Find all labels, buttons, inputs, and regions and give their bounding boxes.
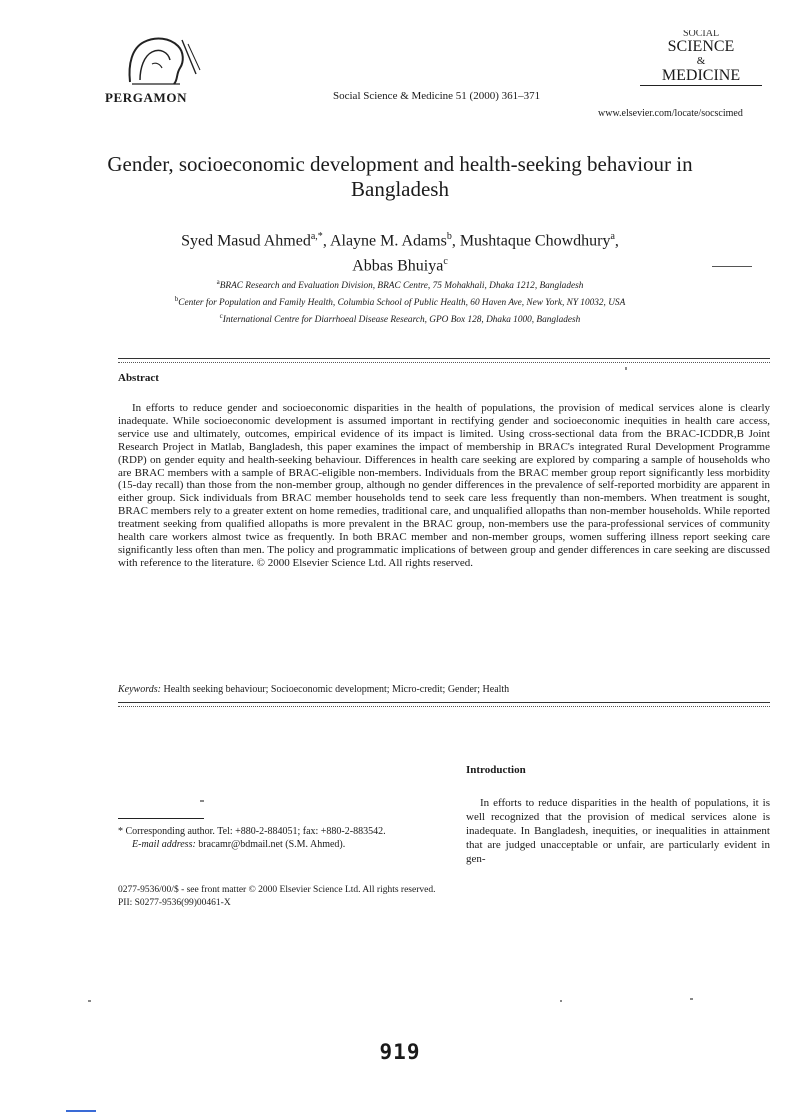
author-list: Syed Masud Ahmed$^{a,*}$, Alayne M. Adams$^b$, Mushtaque Chowdhury$^a$, Abbas Bhuiya$^c$ (181, 231, 619, 275)
affiliation-mark: c (219, 312, 223, 321)
affiliation (60, 276, 740, 293)
author-marks: a,* (310, 231, 323, 242)
copyright-line: 0277-9536/00/$ - see front matter © 2000 Elsevier Science Ltd. All rights reserved. (118, 885, 436, 895)
footnote-rule (118, 818, 204, 819)
author-marks: b (446, 231, 452, 242)
email-note (118, 839, 448, 852)
journal-masthead-line1: SCIENCE (667, 38, 735, 55)
journal-url: www.elsevier.com/locate/socscimed (598, 108, 743, 119)
affiliation-mark: b (174, 295, 179, 304)
journal-masthead-line2: MEDICINE (661, 67, 741, 84)
article-title: Gender, socioeconomic development and health-seeking behaviour in Bangladesh (107, 152, 693, 201)
keywords-label: Keywords: (118, 684, 161, 695)
affiliation-text: International Centre for Diarrhoeal Disease Research, GPO Box 128, Dhaka 1000, Bangladesh (222, 315, 581, 326)
keywords-list: Health seeking behaviour; Socioeconomic development; Micro-credit; Gender; Health (163, 684, 510, 695)
author-name: Mushtaque Chowdhury (459, 232, 611, 250)
keywords (118, 684, 770, 695)
email-address: bracamr@bdmail.net (S.M. Ahmed). (198, 838, 346, 850)
author-name: Alayne M. Adams (329, 232, 447, 250)
affiliation-text: BRAC Research and Evaluation Division, BRAC Centre, 75 Mohakhali, Dhaka 1212, Bangladesh (219, 281, 584, 292)
abstract-bottom-rule-secondary (118, 706, 770, 707)
author-name: Abbas Bhuiya (352, 257, 444, 275)
abstract-body (118, 402, 770, 570)
footnote (118, 826, 448, 851)
journal-masthead (640, 30, 762, 86)
pii-line: PII: S0277-9536(99)00461-X (118, 897, 231, 908)
scan-speck (625, 367, 627, 370)
page-number: 919 (379, 1040, 421, 1064)
scan-speck (88, 1000, 91, 1002)
author-marks: c (443, 256, 448, 268)
scan-speck (560, 1000, 562, 1002)
email-label: E-mail address: (132, 838, 196, 850)
introduction-heading: Introduction (466, 764, 526, 776)
abstract-heading: Abstract (118, 372, 159, 384)
affiliation-text: Center for Population and Family Health, Columbia School of Public Health, 60 Haven Ave, New York, NY 10032, USA (178, 298, 626, 309)
author-marks: a (610, 231, 615, 242)
author-name: Syed Masud Ahmed (181, 232, 311, 250)
abstract-bottom-rule (118, 702, 770, 703)
affiliation-list (60, 276, 740, 327)
journal-masthead-rule (640, 85, 762, 86)
introduction-text: In efforts to reduce disparities in the health of populations, it is well recognized that the provision of medical services alone is inadequate. In Bangladesh, inequities, or inequalities in attainment that are judged unacceptable or unfair, are particularly evident in gen- (466, 797, 770, 865)
copyright-block (118, 884, 618, 909)
affiliation (60, 310, 740, 327)
abstract-text: In efforts to reduce gender and socioeconomic disparities in the health of populations, the provision of medical services alone is clearly inadequate. While socioeconomic development is assumed important in rectifying gender and socioeconomic inequities in health care access, service use and ultimately, outcomes, empirical evidence of its impact is limited. Using cross-sectional data from the BRAC-ICDDR,B Joint Research Project in Matlab, Bangladesh, this paper examines the impact of membership in BRAC's integrated Rural Development Programme (RDP) on gender equity and health-seeking behaviour. Differences in health care seeking are explored by comparing a sample of households who are BRAC members with a sample of BRAC-eligible non-members. Individuals from the BRAC member group report significantly less morbidity (15-day recall) than those from the non-member group, although no gender differences in the prevalence of self-reported morbidity are apparent in either group. Sick individuals from BRAC member households tend to seek care less frequently than non-members. When treatment is sought, BRAC members rely to a greater extent on home remedies, traditional care, and unqualified allopaths than non-member households. While reported treatment seeking from qualified allopaths is more prevalent in the BRAC group, non-members use the para-professional services of community health care workers almost twice as frequently. In both BRAC member and non-member groups, women suffering illness report seeking care significantly less often than men. The policy and programmatic implications of between group and gender differences in care seeking are discussed with reference to the literature. © 2000 Elsevier Science Ltd. All rights reserved. (118, 402, 770, 569)
header-divider (712, 266, 752, 267)
publisher-name: PERGAMON (105, 90, 188, 105)
abstract-top-rule-secondary (118, 362, 770, 363)
introduction-body (466, 796, 770, 866)
corresponding-author-note: * Corresponding author. Tel: +880-2-884051; fax: +880-2-883542. (118, 826, 386, 837)
scan-speck (200, 800, 204, 802)
scan-edge-mark (66, 1110, 96, 1112)
affiliation (60, 293, 740, 310)
journal-masthead-amp: & (696, 55, 706, 67)
affiliation-mark: a (216, 278, 220, 286)
scan-speck (690, 998, 693, 1000)
journal-citation: Social Science & Medicine 51 (2000) 361–371 (333, 90, 541, 102)
abstract-top-rule (118, 358, 770, 359)
journal-masthead-top: SOCIAL (682, 30, 720, 38)
publisher-logo-icon (122, 34, 204, 88)
